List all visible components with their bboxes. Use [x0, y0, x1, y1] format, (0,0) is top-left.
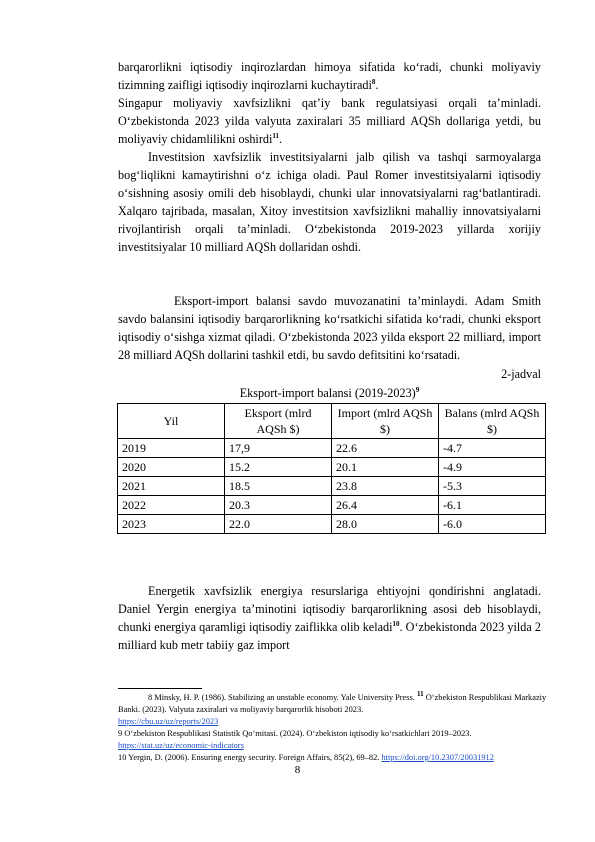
table-cell: 2020: [118, 458, 225, 477]
table-cell: 2021: [118, 477, 225, 496]
table-row: [118, 439, 546, 458]
footnote-text: 10 Yergin, D. (2006). Ensuring energy security. Foreign Affairs, 85(2), 69–82.: [118, 753, 380, 762]
table-cell: 20.3: [225, 496, 332, 515]
footnote-ref[interactable]: 9: [415, 385, 420, 394]
footnote-ref[interactable]: 8: [371, 77, 376, 86]
table-cell: 28.0: [332, 515, 439, 534]
footnote-ref[interactable]: 10: [392, 619, 400, 628]
footnote-10: [118, 752, 548, 764]
table-row: [118, 515, 546, 534]
page-number: 8: [294, 764, 301, 776]
table-cell: -5.3: [439, 477, 546, 496]
paragraph-text: .: [375, 78, 379, 92]
table-cell: 17,9: [225, 439, 332, 458]
footnote-ref[interactable]: 11: [272, 131, 279, 140]
paragraph-text: . O‘zbekistonda 2023 yilda 2 milliard kub metr tabiiy gaz import: [118, 620, 541, 652]
table-row: [118, 477, 546, 496]
paragraph-export-import: [118, 292, 541, 364]
footnote-11-link-line: [118, 716, 548, 728]
table-cell: 23.8: [332, 477, 439, 496]
table-header-row: [118, 404, 546, 439]
column-header-import: Import (mlrd AQSh $): [332, 404, 439, 439]
paragraph-text: Singapur moliyaviy xavfsizlikni qat’iy bank regulatsiyasi orqali ta’minladi. O‘zbekistonda 2023 yilda valyuta zaxiralari 35 milliard AQSh dollariga yetdi, bu moliyaviy chidamlilikni oshirdi: [118, 96, 541, 146]
table-row: [118, 496, 546, 515]
footnote-link[interactable]: https://cbu.uz/uz/reports/2023: [118, 717, 219, 726]
table-cell: 15.2: [225, 458, 332, 477]
paragraph-energy-security: [118, 582, 541, 654]
table-cell: 18.5: [225, 477, 332, 496]
caption-text: Eksport-import balansi (2019-2023): [239, 386, 416, 400]
paragraph-text: barqarorlikni iqtisodiy inqirozlardan himoya sifatida ko‘radi, chunki moliyaviy tizimning zaifligi iqtisodiy inqirozlarni kuchaytiradi: [118, 60, 541, 92]
table-cell: -6.1: [439, 496, 546, 515]
footnote-mark: 11: [416, 690, 424, 699]
footnote-link[interactable]: https://stat.uz/uz/economic-indicators: [118, 741, 244, 750]
footnote-link[interactable]: https://doi.org/10.2307/20031912: [381, 753, 494, 762]
footnote-text: 9 O‘zbekiston Respublikasi Statistik Qo‘mitasi. (2024). O‘zbekiston iqtisodiy ko‘rsatkichlari 2019–2023.: [118, 729, 472, 738]
paragraph-text: Eksport-import balansi savdo muvozanatini ta’minlaydi. Adam Smith savdo balansini iqtisodiy barqarorlikning ko‘rsatkichi sifatida ko‘radi, chunki eksport iqtisodiy o‘sishga xizmat qiladi. O‘zbekistonda 2023 yilda eksport 22 milliard, import 28 milliard AQSh dollarini tashkil etdi, bu savdo defitsitini ko‘rsatadi.: [118, 294, 541, 362]
paragraph-text: .: [279, 132, 283, 146]
footnote-text: 8 Minsky, H. P. (1986). Stabilizing an unstable economy. Yale University Press.: [148, 693, 415, 702]
table-cell: 2019: [118, 439, 225, 458]
table-cell: 22.0: [225, 515, 332, 534]
footnote-9-link-line: [118, 740, 548, 752]
paragraph-text: Energetik xavfsizlik energiya resurslariga ehtiyojni qondirishni anglatadi. Daniel Yergin energiya ta’minotini iqtisodiy barqarorlikning asosi deb hisoblaydi, chunki energiya qaramligi iqtisodiy zaiflikka olib keladi: [118, 584, 541, 634]
paragraph-text: Investitsion xavfsizlik investitsiyalarni jalb qilish va tashqi sarmoyalarga bog‘liqlikni kamaytirishni o‘z ichiga oladi. Paul Romer investitsiyalarni iqtisodiy o‘sishning asosiy omili deb hisoblaydi, chunki ular innovatsiyalarni rag‘batlantiradi. Xalqaro tajribada, masalan, Xitoy investitsion xavfsizlikni mahalliy innovatsiyalarni rivojlantirish orqali ta’minladi. O‘zbekistonda 2019-2023 yillarda xorijiy investitsiyalar 10 milliard AQSh dollaridan oshdi.: [118, 150, 541, 254]
column-header-export: Eksport (mlrd AQSh $): [225, 404, 332, 439]
footnote-separator: [118, 688, 202, 689]
table-cell: 2022: [118, 496, 225, 515]
table-label: 2-jadval: [501, 367, 541, 381]
table-row: [118, 458, 546, 477]
table-cell: 26.4: [332, 496, 439, 515]
table-caption: [118, 384, 541, 402]
paragraph-singapore: [118, 94, 541, 148]
paragraph-financial-security: [118, 58, 541, 94]
table-cell: 20.1: [332, 458, 439, 477]
table-cell: 22.6: [332, 439, 439, 458]
table-cell: -4.9: [439, 458, 546, 477]
table-cell: -4.7: [439, 439, 546, 458]
column-header-balance: Balans (mlrd AQSh $): [439, 404, 546, 439]
table-cell: -6.0: [439, 515, 546, 534]
paragraph-investment-security: [118, 148, 541, 256]
table-cell: 2023: [118, 515, 225, 534]
column-header-year: Yil: [118, 404, 225, 439]
footnote-8: [118, 692, 548, 716]
export-import-table: [117, 403, 546, 534]
footnote-9: [118, 728, 548, 740]
footnote-text: O‘zbekiston Respublikasi Markaziy Banki. (2023). Valyuta zaxiralari va moliyaviy barqarorlik hisoboti 2023.: [118, 693, 547, 714]
